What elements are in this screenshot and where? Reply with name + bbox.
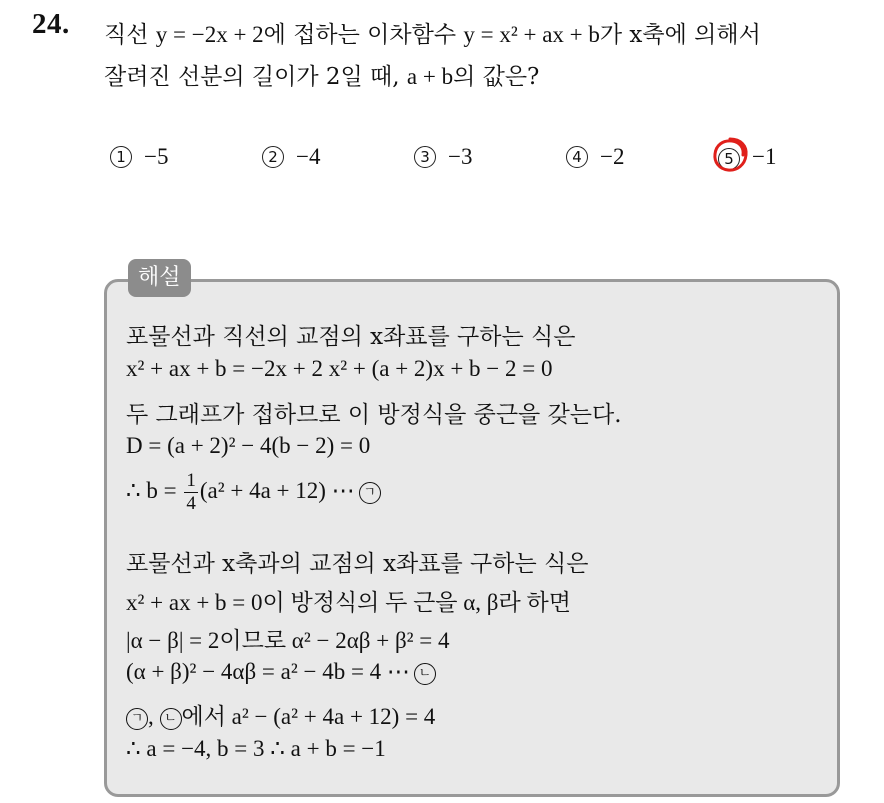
circled-mark-icon: ㄱ [126,708,148,730]
solution-line [126,470,381,515]
solution-line: x² + ax + b = −2x + 2 x² + (a + 2)x + b − 2 = 0 [126,356,553,381]
choice-2[interactable] [262,144,320,170]
therefore-b: ∴ b = [126,477,183,503]
solution-line [126,659,436,685]
fraction-denominator: 4 [186,493,196,514]
question-line-2 [104,58,539,91]
solution-line: ㄱ , ㄴ 에서 a² − (a² + 4a + 12) = 4 [126,698,435,731]
quadratic-equation: y = x² + ax + b [463,22,600,47]
circled-mark-icon: ㄴ [414,663,436,685]
fraction-numerator: 1 [186,470,196,491]
question-text: 의 값은? [453,64,540,90]
solution-line: 포물선과 직선의 교점의 x좌표를 구하는 식은 [126,324,576,350]
solution-line: 포물선과 x축과의 교점의 x좌표를 구하는 식은 [126,551,589,577]
choice-3[interactable] [414,144,472,170]
solution-tag: 해설 [128,259,191,297]
solution-line: |α − β| = 2이므로 α² − 2αβ + β² = 4 [126,628,450,653]
fraction [184,470,198,515]
solution-line: D = (a + 2)² − 4(b − 2) = 0 [126,433,371,458]
line-equation: y = −2x + 2 [155,22,264,47]
choice-value: −4 [296,144,321,169]
choice-number-icon: 1 [110,146,132,168]
choice-value: −3 [448,144,473,169]
choice-value: −5 [144,144,169,169]
choice-number-icon: 2 [262,146,284,168]
target-expression: a + b [406,64,454,89]
answer-choices [0,144,884,184]
question-text: 직선 [104,22,156,48]
choice-number-icon: 4 [566,146,588,168]
substitution: 에서 a² − (a² + 4a + 12) = 4 [181,704,436,729]
question-text: 잘려진 선분의 길이가 2일 때, [104,64,407,90]
choice-4[interactable] [566,144,624,170]
solution-line: 두 그래프가 접하므로 이 방정식을 중근을 갖는다. [126,402,622,428]
b-expression: (a² + 4a + 12) ⋯ [199,477,355,503]
solution-line: ∴ a = −4, b = 3 ∴ a + b = −1 [126,736,386,761]
choice-number-icon: 5 [718,148,740,170]
choice-1[interactable] [110,144,168,170]
question-number: 24. [32,8,70,40]
question-text: 에 접하는 이차함수 [263,22,464,48]
question-line-1 [104,16,761,49]
circled-mark-icon: ㄱ [359,482,381,504]
choice-value: −2 [600,144,625,169]
choice-number-icon: 3 [414,146,436,168]
choice-5[interactable] [718,144,776,170]
question-text: 가 x축에 의해서 [599,22,761,48]
sum-relation: (α + β)² − 4αβ = a² − 4b = 4 ⋯ [126,659,410,684]
solution-line: x² + ax + b = 0이 방정식의 두 근을 α, β라 하면 [126,590,571,615]
choice-value: −1 [752,144,777,169]
circled-mark-icon: ㄴ [160,708,182,730]
